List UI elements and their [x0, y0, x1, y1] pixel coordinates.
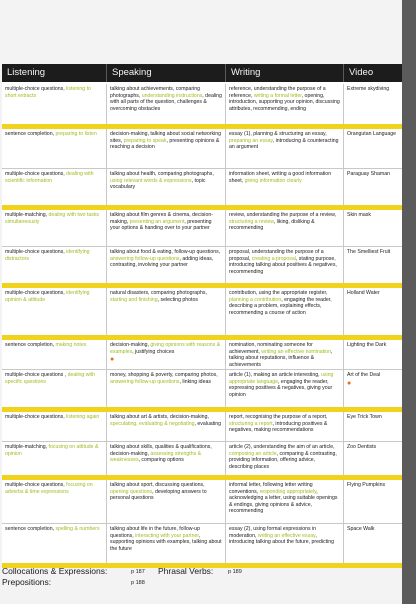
- cell-text: , comparing options: [138, 457, 184, 463]
- cell-speaking: [107, 480, 226, 523]
- cell-speaking: [107, 442, 226, 475]
- cell-text: talking about art & artists, decision-making,: [110, 414, 209, 420]
- cell-text: talking about food & eating, follow-up questions,: [110, 249, 221, 255]
- cell-text: multiple-choice questions,: [5, 290, 67, 296]
- bullet-icon: ●: [110, 356, 115, 363]
- cell-text: multiple-choice questions,: [5, 414, 67, 420]
- cell-speaking: [107, 340, 226, 369]
- header-video: Video: [349, 67, 374, 78]
- cell-speaking: [107, 412, 226, 441]
- table-row: [2, 340, 402, 370]
- cell-text: Art of the Deal: [347, 372, 381, 378]
- cell-text: essay (1), planning & structuring an essay,: [229, 131, 327, 137]
- cell-text: , developing answers to personal questions: [110, 488, 207, 501]
- cell-text: talking about life in the future, follow-up questions,: [110, 526, 200, 539]
- cell-text: money, shopping & poverty, comparing photos,: [110, 372, 218, 378]
- cell-text: natural disasters, comparing photographs,: [110, 290, 207, 296]
- cell-text: talking about sport, discussing questions,: [110, 482, 205, 488]
- cell-video: [344, 480, 402, 523]
- cell-video: [344, 129, 402, 168]
- table-row: [2, 412, 402, 442]
- cell-text: sentence completion,: [5, 131, 56, 137]
- cell-text: multiple-choice questions,: [5, 171, 67, 177]
- cell-listening: [2, 370, 107, 407]
- cell-text: , supporting opinions with examples, talking about the future: [110, 532, 222, 552]
- cell-writing: [226, 480, 344, 523]
- collocations-page: p 187: [131, 569, 145, 575]
- cell-text: article (2), understanding the aim of an article,: [229, 444, 335, 450]
- cell-text: , engaging the reader, expressing positives & negatives, giving your opinion: [229, 378, 333, 398]
- cell-speaking: [107, 210, 226, 246]
- cell-text: , acknowledging a letter, using suitable openings & endings, giving opinions & advice, recommending: [229, 488, 338, 514]
- bullet-icon: ●: [347, 379, 352, 387]
- table-row: [2, 480, 402, 524]
- highlighted-skill: structuring a review: [229, 218, 274, 225]
- table-body: [2, 84, 402, 568]
- footer-collocations: [2, 566, 107, 576]
- cell-video: [344, 288, 402, 335]
- cell-video: [344, 370, 402, 407]
- cell-writing: [226, 524, 344, 563]
- cell-text: talking about film genres & cinema, decision-making,: [110, 212, 213, 225]
- cell-text: multiple-matching,: [5, 212, 49, 218]
- highlighted-skill: dealing with specific questions: [5, 372, 95, 385]
- table-header: [2, 64, 402, 84]
- syllabus-table: [2, 64, 402, 568]
- footer-phrasal-verbs: [158, 566, 213, 576]
- highlighted-skill: preparing to speak: [123, 137, 167, 144]
- cell-text: Eye Trick Town: [347, 414, 382, 420]
- highlighted-skill: focusing on attitude & opinion: [5, 444, 99, 457]
- highlighted-skill: listening again: [66, 414, 100, 420]
- cell-text: Extreme skydiving: [347, 86, 390, 92]
- prepositions-label: Prepositions:: [2, 577, 52, 587]
- cell-text: , opening, introduction, supporting your opinion, discussing attributes, recommending, ending: [229, 92, 340, 112]
- cell-speaking: [107, 129, 226, 168]
- cell-text: Lighting the Dark: [347, 342, 387, 348]
- cell-text: article (1), making an article interesting,: [229, 372, 321, 378]
- cell-listening: [2, 129, 107, 168]
- cell-writing: [226, 169, 344, 205]
- cell-text: , evaluating: [194, 420, 222, 427]
- cell-writing: [226, 129, 344, 168]
- cell-text: , introducing & counteracting an argument: [229, 137, 339, 150]
- highlighted-skill: dealing with two tasks simultaneously: [5, 212, 100, 225]
- cell-writing: [226, 442, 344, 475]
- highlighted-skill: focusing on adverbs & time expressions: [5, 482, 93, 495]
- cell-video: [344, 84, 402, 124]
- cell-text: multiple-choice questions,: [5, 249, 67, 255]
- cell-listening: [2, 210, 107, 246]
- cell-video: [344, 210, 402, 246]
- cell-text: review, understanding the purpose of a review,: [229, 212, 336, 218]
- highlighted-skill: speculating, evaluating & negotiating: [110, 420, 195, 427]
- cell-text: , comparing & contrasting, providing information, offering advice, describing places: [229, 450, 337, 470]
- highlighted-skill: writing an effective essay: [257, 532, 316, 539]
- cell-text: Flying Pumpkins: [347, 482, 386, 488]
- highlighted-skill: using relevant words & expressions: [110, 177, 192, 184]
- cell-writing: [226, 370, 344, 407]
- highlighted-skill: giving information clearly: [244, 177, 302, 184]
- cell-text: , liking, disliking & recommending: [229, 218, 315, 231]
- cell-text: Paraguay Shaman: [347, 171, 390, 177]
- cell-text: , adding ideas, contrasting, involving your partner: [110, 255, 214, 268]
- prepositions-page: p 188: [131, 580, 145, 586]
- table-row: [2, 524, 402, 568]
- cell-text: , presenting opinions & reaching a decision: [110, 137, 220, 150]
- cell-writing: [226, 412, 344, 441]
- highlighted-skill: starting and finishing: [110, 296, 158, 303]
- highlighted-skill: composing an article: [229, 450, 277, 457]
- cell-text: reference, understanding the purpose of a reference,: [229, 86, 326, 99]
- cell-speaking: [107, 288, 226, 335]
- header-listening: Listening: [2, 64, 107, 82]
- cell-text: sentence completion,: [5, 526, 56, 532]
- highlighted-skill: creating a proposal: [251, 255, 296, 262]
- collocations-label: Collocations & Expressions:: [2, 566, 108, 576]
- cell-text: multiple-choice questions,: [5, 482, 67, 488]
- highlighted-skill: dealing with scientific information: [5, 171, 94, 184]
- table-row: [2, 370, 402, 412]
- cell-text: , introducing talking about the future, predicting: [229, 532, 334, 545]
- cell-text: proposal, understanding the purpose of a proposal,: [229, 249, 324, 262]
- table-row: [2, 288, 402, 340]
- phrasal-verbs-label: Phrasal Verbs:: [158, 566, 214, 576]
- cell-text: Holland Water: [347, 290, 380, 296]
- cell-speaking: [107, 370, 226, 407]
- cell-text: Space Walk: [347, 526, 375, 532]
- cell-listening: [2, 480, 107, 523]
- cell-listening: [2, 442, 107, 475]
- cell-writing: [226, 84, 344, 124]
- cell-text: , justifying choices: [132, 348, 175, 355]
- cell-listening: [2, 288, 107, 335]
- highlighted-skill: responding appropriately: [259, 488, 317, 495]
- cell-listening: [2, 340, 107, 369]
- cell-writing: [226, 340, 344, 369]
- table-row: [2, 169, 402, 210]
- cell-text: , engaging the reader, describing a problem, explaining effects, recommending a course of action: [229, 296, 332, 316]
- cell-listening: [2, 169, 107, 205]
- cell-text: The Smelliest Fruit: [347, 249, 391, 255]
- cell-speaking: [107, 247, 226, 283]
- table-row: [2, 129, 402, 169]
- header-speaking: Speaking: [107, 64, 226, 82]
- highlighted-skill: writing an effective nomination: [261, 348, 331, 355]
- cell-text: decision-making,: [110, 342, 151, 348]
- highlighted-skill: answering follow-up questions: [110, 378, 180, 385]
- cell-video: [344, 412, 402, 441]
- cell-writing: [226, 210, 344, 246]
- table-row: [2, 210, 402, 247]
- cell-text: , dealing with all parts of the question, challenges & overcoming obstacles: [110, 92, 222, 112]
- highlighted-skill: interacting with your partner: [135, 532, 199, 539]
- highlighted-skill: identifying opinion & attitude: [5, 290, 90, 303]
- cell-text: Skin mask: [347, 212, 371, 218]
- highlighted-skill: writing a formal letter: [253, 92, 302, 99]
- table-row: [2, 247, 402, 288]
- highlighted-skill: understanding instructions: [141, 92, 203, 99]
- table-row: [2, 84, 402, 129]
- cell-text: , selecting photos: [157, 296, 198, 303]
- phrasal-verbs-page: p 189: [228, 569, 242, 575]
- cell-text: essay (2), using formal expressions in moderation,: [229, 526, 317, 539]
- highlighted-skill: opening questions: [110, 488, 153, 495]
- header-writing: Writing: [226, 64, 344, 82]
- cell-text: talking about health, comparing photographs,: [110, 171, 214, 177]
- cell-video: [344, 524, 402, 563]
- cell-listening: [2, 412, 107, 441]
- cell-text: nomination, nominating someone for achievement,: [229, 342, 313, 355]
- highlighted-skill: assessing strengths & weaknesses: [110, 450, 202, 463]
- highlighted-skill: presenting an argument: [129, 218, 185, 225]
- highlighted-skill: preparing an essay: [229, 137, 273, 144]
- cell-video: [344, 247, 402, 283]
- highlighted-skill: spelling & numbers: [55, 526, 100, 532]
- cell-video: [344, 442, 402, 475]
- highlighted-skill: giving opinions with reasons & examples: [110, 342, 221, 355]
- cell-text: information sheet, writing a good information sheet,: [229, 171, 332, 184]
- highlighted-skill: planning a contribution: [229, 296, 282, 303]
- cell-text: report, recognising the purpose of a report,: [229, 414, 328, 420]
- cell-listening: [2, 84, 107, 124]
- cell-text: talking about achievements, comparing photographs,: [110, 86, 200, 99]
- cell-text: Orangutan Language: [347, 131, 397, 137]
- cell-text: , talking about reputations, influence & achievements: [229, 348, 333, 368]
- highlighted-skill: answering follow-up questions: [110, 255, 180, 262]
- cell-text: multiple-choice questions ,: [5, 372, 68, 378]
- cell-speaking: [107, 169, 226, 205]
- cell-text: talking about skills, qualities & qualifications, decision-making,: [110, 444, 212, 457]
- cell-text: , linking ideas: [179, 378, 211, 385]
- footer-prepositions: [2, 577, 51, 587]
- cell-text: , topic vocabulary: [110, 177, 206, 190]
- cell-text: multiple-choice questions,: [5, 86, 67, 92]
- cell-text: , introducing positives & negatives, making recommendations: [229, 420, 328, 433]
- cell-text: multiple-matching,: [5, 444, 49, 450]
- highlighted-skill: structuring a report: [229, 420, 273, 427]
- cell-speaking: [107, 524, 226, 563]
- cell-writing: [226, 247, 344, 283]
- highlighted-skill: using appropriate language: [229, 372, 334, 385]
- cell-listening: [2, 524, 107, 563]
- cell-text: , presenting your options & handing over to your partner: [110, 218, 212, 231]
- highlighted-skill: making notes: [55, 342, 87, 348]
- cell-writing: [226, 288, 344, 335]
- cell-speaking: [107, 84, 226, 124]
- cell-listening: [2, 247, 107, 283]
- cell-text: Zoo Dentists: [347, 444, 377, 450]
- cell-text: sentence completion,: [5, 342, 56, 348]
- cell-text: decision-making, talking about social networking sites,: [110, 131, 222, 144]
- highlighted-skill: preparing to listen: [55, 131, 97, 137]
- cell-video: [344, 340, 402, 369]
- cell-video: [344, 169, 402, 205]
- cell-text: , stating purpose, introducing talking about positives & negatives, recommending: [229, 255, 337, 275]
- cell-text: contribution, using the appropriate register,: [229, 290, 328, 296]
- table-row: [2, 442, 402, 480]
- highlighted-skill: listening to short extracts: [5, 86, 91, 99]
- highlighted-skill: identifying distractors: [5, 249, 90, 262]
- cell-text: informal letter, following letter writing conventions,: [229, 482, 313, 495]
- page-edge-shadow: [402, 0, 416, 604]
